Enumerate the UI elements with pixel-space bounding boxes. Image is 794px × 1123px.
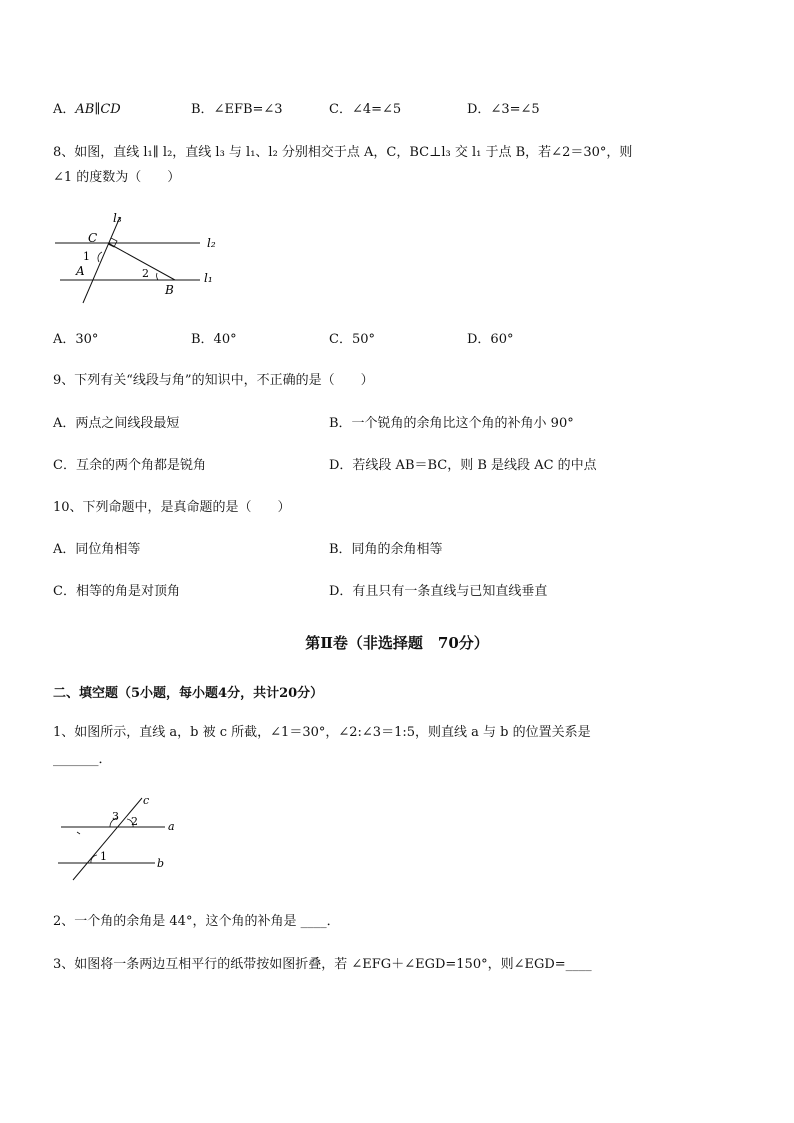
q8-figure [50,205,230,305]
q8-option-b: B．40° [191,332,237,347]
q8-option-a: A．30° [53,332,99,347]
fill1-line-c [73,798,142,880]
q8-label-l3: l₃ [113,211,122,225]
q10-option-a: A．同位角相等 [53,542,141,557]
q7-option-c-text: ∠4=∠5 [351,102,402,117]
q7-option-b-label: B． [191,102,214,117]
q7-option-a [53,100,121,120]
q9-option-a: A．两点之间线段最短 [53,416,180,431]
fill1-label-angle3: 3 [112,810,119,823]
fill1-angle1-arc [91,855,97,863]
q9-stem: 9、下列有关“线段与角”的知识中，不正确的是（ ） [53,373,374,388]
q8-label-c: C [88,231,98,245]
q8-option-c: C．50° [329,332,375,347]
q8-stem-line2: ∠1 的度数为（ ） [53,170,181,185]
q9-option-c: C．互余的两个角都是锐角 [53,458,206,473]
fill1-stem-line1: 1、如图所示，直线 a，b 被 c 所截，∠1＝30°，∠2:∠3＝1:5，则直线 a 与 b 的位置关系是 [53,725,591,740]
q8-option-d: D．60° [467,332,514,347]
fill1-label-c: c [143,794,150,807]
q10-option-d: D．有且只有一条直线与已知直线垂直 [329,584,548,599]
q8-angle2-arc [157,273,158,280]
q7-option-d-text: ∠3=∠5 [490,102,540,117]
q7-option-a-label: A． [53,102,76,117]
fill1-tick-mark [77,832,80,834]
q8-label-a: A [76,264,85,278]
fill2-stem: 2、一个角的余角是 44°，这个角的补角是 ____． [53,914,340,929]
part2-title: 第Ⅱ卷（非选择题 70分） [305,634,489,652]
fill3-stem: 3、如图将一条两边互相平行的纸带按如图折叠，若 ∠EFG＋∠EGD=150°，则∠EGD=____ [53,957,592,972]
q7-option-d-label: D． [467,102,491,117]
q10-option-b: B．同角的余角相等 [329,542,443,557]
fill1-label-angle2: 2 [131,815,138,828]
q7-option-b-text: ∠EFB=∠3 [213,102,283,117]
q9-option-b: B．一个锐角的余角比这个角的补角小 90° [329,416,574,431]
q8-label-b: B [165,283,174,297]
q7-option-d [467,100,540,120]
q9-option-d: D．若线段 AB＝BC，则 B 是线段 AC 的中点 [329,458,597,473]
q7-option-a-text: AB∥CD [75,102,121,117]
q7-option-c-label: C． [329,102,352,117]
q8-label-l2: l₂ [207,236,216,250]
q8-label-l1: l₁ [204,271,213,285]
section2-title: 二、填空题（5小题，每小题4分，共计20分） [53,686,324,701]
fill1-label-angle1: 1 [100,850,107,863]
fill1-label-a: a [168,820,175,833]
fill1-stem-line2: _______． [53,752,112,767]
q8-stem-line1: 8、如图，直线 l₁∥ l₂，直线 l₃ 与 l₁、l₂ 分别相交于点 A，C，BC⊥l₃ 交 l₁ 于点 B，若∠2＝30°，则 [53,145,633,160]
fill1-figure [55,790,185,885]
q10-option-c: C．相等的角是对顶角 [53,584,180,599]
q8-label-angle1: 1 [83,250,90,263]
q7-option-c [329,100,401,120]
q10-stem: 10、下列命题中，是真命题的是（ ） [53,500,291,515]
fill1-label-b: b [157,857,165,870]
q7-option-b [191,100,283,120]
q8-label-angle2: 2 [142,267,149,280]
